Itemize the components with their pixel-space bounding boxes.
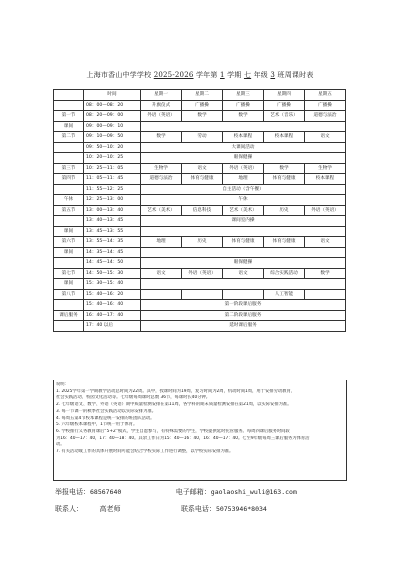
class-cell: 地理 — [223, 174, 264, 185]
phone-label: 举报电话： — [55, 488, 90, 496]
section-cell — [54, 216, 84, 227]
schedule-row — [54, 310, 346, 321]
schedule-row — [54, 142, 346, 153]
section-cell: 第一节 — [54, 111, 84, 122]
note-line: 动。 — [56, 442, 65, 448]
schedule-row — [54, 247, 346, 258]
school-name: 上海市香山中学学校 — [86, 71, 152, 79]
class-cell: 人工智能 — [264, 289, 305, 300]
class-cell: 外语（英语） — [141, 111, 182, 122]
class-cell: 道德与法治 — [141, 174, 182, 185]
span-cell: 眼保健操 — [141, 153, 346, 164]
time-cell: 11：05—11：45 — [84, 174, 141, 185]
span-cell — [141, 279, 346, 290]
span-cell: 自主活动（含午餐） — [141, 184, 346, 195]
schedule-row — [54, 132, 346, 143]
section-cell: 第二节 — [54, 132, 84, 143]
header-time: 时间 — [84, 90, 141, 101]
page-title — [40, 70, 360, 80]
schedule-row — [54, 174, 346, 185]
schedule-row — [54, 205, 346, 216]
contact-label: 联系人： — [55, 505, 83, 513]
note-line: 6. 学校推行义务教育课后“5+2”模式，学生自愿参与，有特殊需要的学生，学校提供延时托管服务。每周四课后服务时间段 — [56, 428, 290, 434]
section-cell — [54, 153, 84, 164]
span-cell: 眼保健操 — [141, 258, 346, 269]
time-cell: 15：40—16：20 — [84, 289, 141, 300]
class-cell: 语文 — [305, 237, 346, 248]
class-cell: 语文 — [141, 268, 182, 279]
class-cell: 外语（英语） — [223, 163, 264, 174]
schedule-row — [54, 279, 346, 290]
schedule-row — [54, 195, 346, 206]
title-text-3: 年级 — [253, 71, 268, 79]
note-line: 为16：40—17：40，17：40—18：40。其余工作日为15：40—16：40，16：40—17：40。七至9年级每周三课后服务为体育活 — [56, 435, 310, 441]
note-line: 1. 2025学年第一学期教学活动总时间为22周。其中，授课时间为19周，复习时间为2周，机动时间1周，用于安排劳动教育、 — [56, 388, 296, 394]
email-value[interactable]: gaolaoshi_wuli@163.com — [210, 488, 297, 496]
class-cell: 体育与健康 — [264, 237, 305, 248]
header-day: 星期二 — [182, 90, 223, 101]
section-cell: 课间 — [54, 279, 84, 290]
header-day: 星期五 — [305, 90, 346, 101]
class-cell: 生物学 — [305, 163, 346, 174]
section-cell — [54, 300, 84, 311]
class-cell: 广播操 — [264, 100, 305, 111]
time-cell: 16：40—17：40 — [84, 310, 141, 321]
schedule-row — [54, 163, 346, 174]
contact-phone-label: 联系电话： — [180, 505, 216, 513]
span-cell: 第二阶段课后服务 — [141, 310, 346, 321]
note-line: 2. 七年级语文、数学、外语（英语）期中质量检测安排在第11周，各学科的期末质量检测安排在第21周，以实际安排为准。 — [56, 402, 292, 408]
span-cell: 大课间活动 — [141, 142, 346, 153]
schedule-row — [54, 216, 346, 227]
time-cell: 14：35—14：45 — [84, 247, 141, 258]
title-text-2: 学期 — [227, 71, 242, 79]
span-cell: 第一阶段课后服务 — [141, 300, 346, 311]
title-text-1: 学年第 — [195, 71, 218, 79]
class-cell — [223, 289, 264, 300]
class-cell: 语文 — [305, 132, 346, 143]
class-cell: 数学 — [141, 132, 182, 143]
email-label: 电子邮箱： — [175, 488, 211, 496]
term: 1 — [220, 71, 225, 79]
section-cell: 午休 — [54, 195, 84, 206]
section-cell — [54, 184, 84, 195]
header-day: 星期一 — [141, 90, 182, 101]
time-cell: 14：50—15：30 — [84, 268, 141, 279]
note-line: 7. 有关活动或工作的具体开展时间可能会结合学校实际工作进行调整，以学校实际安排为准。 — [56, 449, 234, 455]
time-cell: 11：55—12：25 — [84, 184, 141, 195]
header-row — [54, 90, 346, 101]
notes-section — [53, 380, 347, 481]
class-cell: 体育与健康 — [182, 174, 223, 185]
section-cell: 课后服务 — [54, 310, 84, 321]
schedule-row — [54, 300, 346, 311]
class-cell: 综合实践活动 — [264, 268, 305, 279]
section-cell: 第八节 — [54, 289, 84, 300]
time-cell: 12：25—13：00 — [84, 195, 141, 206]
schedule-row — [54, 258, 346, 269]
class-cell — [141, 289, 182, 300]
contact-phone-value: 50753946*8034 — [215, 505, 267, 513]
class-cell: 数学 — [264, 163, 305, 174]
schedule-row — [54, 100, 346, 111]
class-cell: 艺术（音乐） — [264, 111, 305, 122]
note-line: 3. 每一节课一的秋季社会实践活动以实际安排为准。 — [56, 408, 156, 414]
class-cell: 校本课程 — [305, 174, 346, 185]
note-line: 说明： — [56, 382, 69, 387]
time-cell: 09：50—10：20 — [84, 142, 141, 153]
class-cell: 历史 — [264, 205, 305, 216]
note-line: 4. 每周五第4节校本课程是统一安排的班团队活动。 — [56, 415, 155, 421]
contact-value: 高老师 — [99, 505, 121, 513]
time-cell: 10：20—10：25 — [84, 153, 141, 164]
schedule-row — [54, 184, 346, 195]
school-year: 2025-2026 — [153, 71, 194, 79]
section-cell: 课间 — [54, 247, 84, 258]
time-cell: 08：20—09：00 — [84, 111, 141, 122]
class-cell: 地理 — [141, 237, 182, 248]
schedule-row — [54, 153, 346, 164]
header-day: 星期四 — [264, 90, 305, 101]
title-text-4: 班周课时表 — [277, 71, 314, 79]
section-cell — [54, 258, 84, 269]
time-cell: 13：55—14：35 — [84, 237, 141, 248]
time-cell: 13：45—13：55 — [84, 226, 141, 237]
note-line: 5. 六年级校本课程中，1节统一用于体育。 — [56, 422, 138, 428]
class-cell: 数学 — [223, 111, 264, 122]
class-cell: 生物学 — [141, 163, 182, 174]
schedule-row — [54, 268, 346, 279]
span-cell: 延时课后服务 — [141, 321, 346, 332]
schedule-row — [54, 289, 346, 300]
span-cell: 午休 — [141, 195, 346, 206]
time-cell: 17：40 以后 — [84, 321, 141, 332]
footer-line-2 — [55, 504, 267, 514]
header-day: 星期三 — [223, 90, 264, 101]
section-cell: 第六节 — [54, 237, 84, 248]
section-cell: 第五节 — [54, 205, 84, 216]
section-cell — [54, 321, 84, 332]
class-cell: 语文 — [182, 163, 223, 174]
class-cell: 外语（英语） — [182, 268, 223, 279]
section-cell — [54, 142, 84, 153]
class-cell: 校本课程 — [264, 132, 305, 143]
schedule-row — [54, 226, 346, 237]
class-cell — [182, 289, 223, 300]
section-cell: 第三节 — [54, 163, 84, 174]
class-cell: 语文 — [223, 268, 264, 279]
class-number: 3 — [270, 71, 276, 79]
note-line: 社会实践活动、校园文化活动等。七年级每周课时总数 36节，每课时长40分钟。 — [56, 395, 211, 401]
class-cell: 历史 — [182, 237, 223, 248]
class-cell: 信息科技 — [182, 205, 223, 216]
class-cell: 广播操 — [223, 100, 264, 111]
time-cell: 15：30—15：40 — [84, 279, 141, 290]
span-cell — [141, 121, 346, 132]
time-cell: 08：00—08：20 — [84, 100, 141, 111]
class-cell: 校本课程 — [223, 132, 264, 143]
time-cell: 10：25—11：05 — [84, 163, 141, 174]
schedule-row — [54, 321, 346, 332]
phone-value: 68567640 — [90, 488, 122, 496]
section-cell — [54, 100, 84, 111]
span-cell: 课间室内操 — [141, 216, 346, 227]
schedule-row — [54, 237, 346, 248]
class-cell: 广播操 — [305, 100, 346, 111]
class-cell: 体育与健康 — [264, 174, 305, 185]
header-blank — [54, 90, 84, 101]
grade: 七 — [243, 71, 252, 79]
span-cell — [141, 247, 346, 258]
time-cell: 13：00—13：40 — [84, 205, 141, 216]
section-cell: 课间 — [54, 121, 84, 132]
time-cell: 09：10—09：50 — [84, 132, 141, 143]
time-cell: 13：40—13：45 — [84, 216, 141, 227]
class-cell: 道德与法治 — [305, 111, 346, 122]
class-cell: 艺术（美术） — [141, 205, 182, 216]
section-cell: 第四节 — [54, 174, 84, 185]
class-cell: 外语（英语） — [305, 205, 346, 216]
section-cell: 第七节 — [54, 268, 84, 279]
class-cell: 升旗仪式 — [141, 100, 182, 111]
class-cell: 数学 — [182, 111, 223, 122]
section-cell: 课间 — [54, 226, 84, 237]
class-cell: 劳动 — [182, 132, 223, 143]
class-cell: 艺术（美术） — [223, 205, 264, 216]
schedule-row — [54, 121, 346, 132]
schedule-table — [53, 89, 346, 332]
span-cell — [141, 226, 346, 237]
time-cell: 09：00—09：10 — [84, 121, 141, 132]
schedule-row — [54, 111, 346, 122]
time-cell: 14：45—14：50 — [84, 258, 141, 269]
class-cell — [305, 289, 346, 300]
time-cell: 15：40—16：40 — [84, 300, 141, 311]
footer-line-1 — [55, 487, 297, 497]
class-cell: 广播操 — [182, 100, 223, 111]
class-cell: 数学 — [305, 268, 346, 279]
class-cell: 体育与健康 — [223, 237, 264, 248]
